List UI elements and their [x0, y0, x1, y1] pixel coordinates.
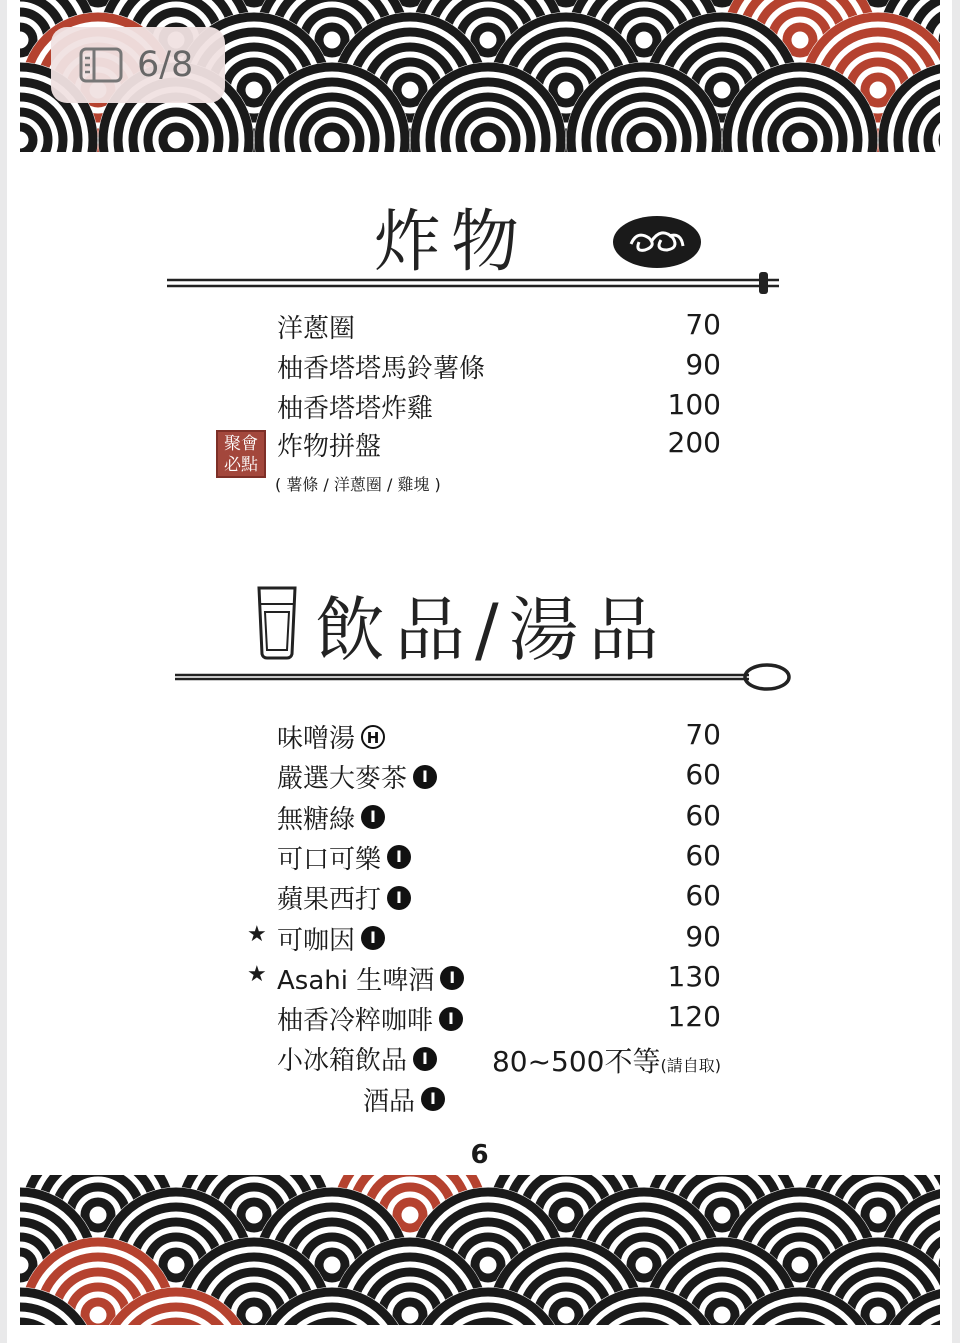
item-name: 可口可樂 [277, 844, 382, 875]
drink-item-row [7, 877, 952, 917]
item-name: 柚香塔塔馬鈴薯條 [277, 354, 486, 384]
item-price-group [668, 960, 721, 993]
ice-badge-icon: I [439, 1007, 463, 1031]
item-price-group [685, 839, 721, 872]
item-name-group [277, 879, 411, 916]
item-price-group [685, 718, 721, 751]
item-name: 無糖綠 [277, 804, 356, 835]
item-name: 酒品 [363, 1086, 416, 1117]
fried-item-row [7, 306, 952, 346]
star-icon: ★ [247, 921, 267, 947]
drink-item-row [7, 998, 952, 1038]
wave-ring [397, 0, 423, 3]
ice-badge-icon: I [387, 886, 411, 910]
price-note: (請自取) [660, 1056, 721, 1076]
fried-item-row [7, 424, 952, 464]
page-indicator[interactable] [51, 27, 225, 103]
chopsticks-divider [167, 270, 785, 296]
wave-pattern-bottom [20, 1175, 940, 1325]
item-name-group [277, 799, 385, 836]
item-name-group [277, 758, 437, 795]
star-icon: ★ [247, 961, 267, 987]
item-name: 炸物拼盤 [277, 432, 382, 462]
item-price-group [668, 1000, 721, 1033]
ice-badge-icon: I [421, 1087, 445, 1111]
ice-badge-icon: I [413, 1047, 437, 1071]
platter-note: ( 薯條 / 洋蔥圈 / 雞塊 ) [275, 475, 441, 494]
item-name-group [277, 1040, 437, 1077]
sidebar-icon [79, 47, 123, 83]
drink-item-row [7, 918, 952, 958]
item-price: 120 [667, 1000, 721, 1034]
wave-ring [553, 0, 579, 3]
item-name: 可咖因 [277, 925, 356, 956]
wave-ring [85, 0, 111, 3]
item-price: 70 [685, 308, 721, 341]
drink-item-row [7, 716, 952, 756]
item-price: 90 [685, 348, 721, 381]
item-price-group [685, 758, 721, 791]
drink-item-row [7, 1038, 952, 1078]
item-price: 70 [685, 718, 721, 751]
item-price: 130 [667, 959, 721, 993]
item-price: 60 [685, 879, 721, 913]
drink-item-row [7, 1079, 952, 1119]
item-price-group [685, 920, 721, 953]
item-price-group [685, 799, 721, 832]
item-name: 洋蔥圈 [277, 314, 356, 344]
stamp-line1: 聚會 [224, 434, 258, 454]
item-name-group [277, 718, 385, 755]
must-order-stamp [216, 430, 266, 478]
drink-item-row [7, 756, 952, 796]
fried-item-row [7, 386, 952, 426]
item-name: 柚香塔塔炸雞 [277, 394, 434, 424]
glass-icon [255, 584, 299, 660]
wave-ring [709, 0, 735, 3]
item-name: 小冰箱飲品 [277, 1046, 408, 1077]
item-name-group [363, 1081, 445, 1118]
item-name: 柚香冷粹咖啡 [277, 1006, 434, 1037]
drink-item-row [7, 958, 952, 998]
menu-page [7, 0, 952, 1343]
ice-badge-icon: I [413, 765, 437, 789]
item-price: 60 [685, 758, 721, 792]
item-name-group [277, 1000, 463, 1037]
wave-ring [865, 0, 891, 3]
item-name: 嚴選大麥茶 [277, 764, 408, 795]
item-price: 200 [667, 426, 721, 459]
item-name-group [277, 920, 385, 957]
fried-food-icon [611, 214, 703, 270]
drink-item-row [7, 837, 952, 877]
item-price-group [685, 879, 721, 912]
item-name: 味噌湯 [277, 724, 356, 754]
ice-badge-icon: I [440, 966, 464, 990]
item-price: 60 [685, 838, 721, 872]
item-name-group [277, 960, 464, 997]
ice-badge-icon: I [361, 926, 385, 950]
fried-item-row [7, 346, 952, 386]
page-indicator-text: 6/8 [137, 45, 194, 85]
item-name: Asahi 生啤酒 [277, 965, 435, 996]
item-name-group [277, 839, 411, 876]
item-price: 80~500不等 [491, 1045, 661, 1079]
drink-item-row [7, 797, 952, 837]
ice-badge-icon: I [387, 845, 411, 869]
hot-badge-icon: H [361, 725, 385, 749]
wave-ring [241, 0, 267, 3]
item-price: 60 [685, 798, 721, 832]
ice-badge-icon: I [361, 805, 385, 829]
item-price: 100 [667, 388, 721, 421]
item-price-group [492, 1040, 721, 1080]
item-price: 90 [685, 919, 721, 953]
page-number: 6 [470, 1140, 489, 1170]
spoon-divider [171, 660, 795, 694]
item-name: 蘋果西打 [277, 885, 382, 916]
stamp-line2: 必點 [224, 455, 258, 475]
drinks-title: 飲品/湯品 [315, 589, 669, 671]
fried-title: 炸物 [373, 203, 530, 282]
